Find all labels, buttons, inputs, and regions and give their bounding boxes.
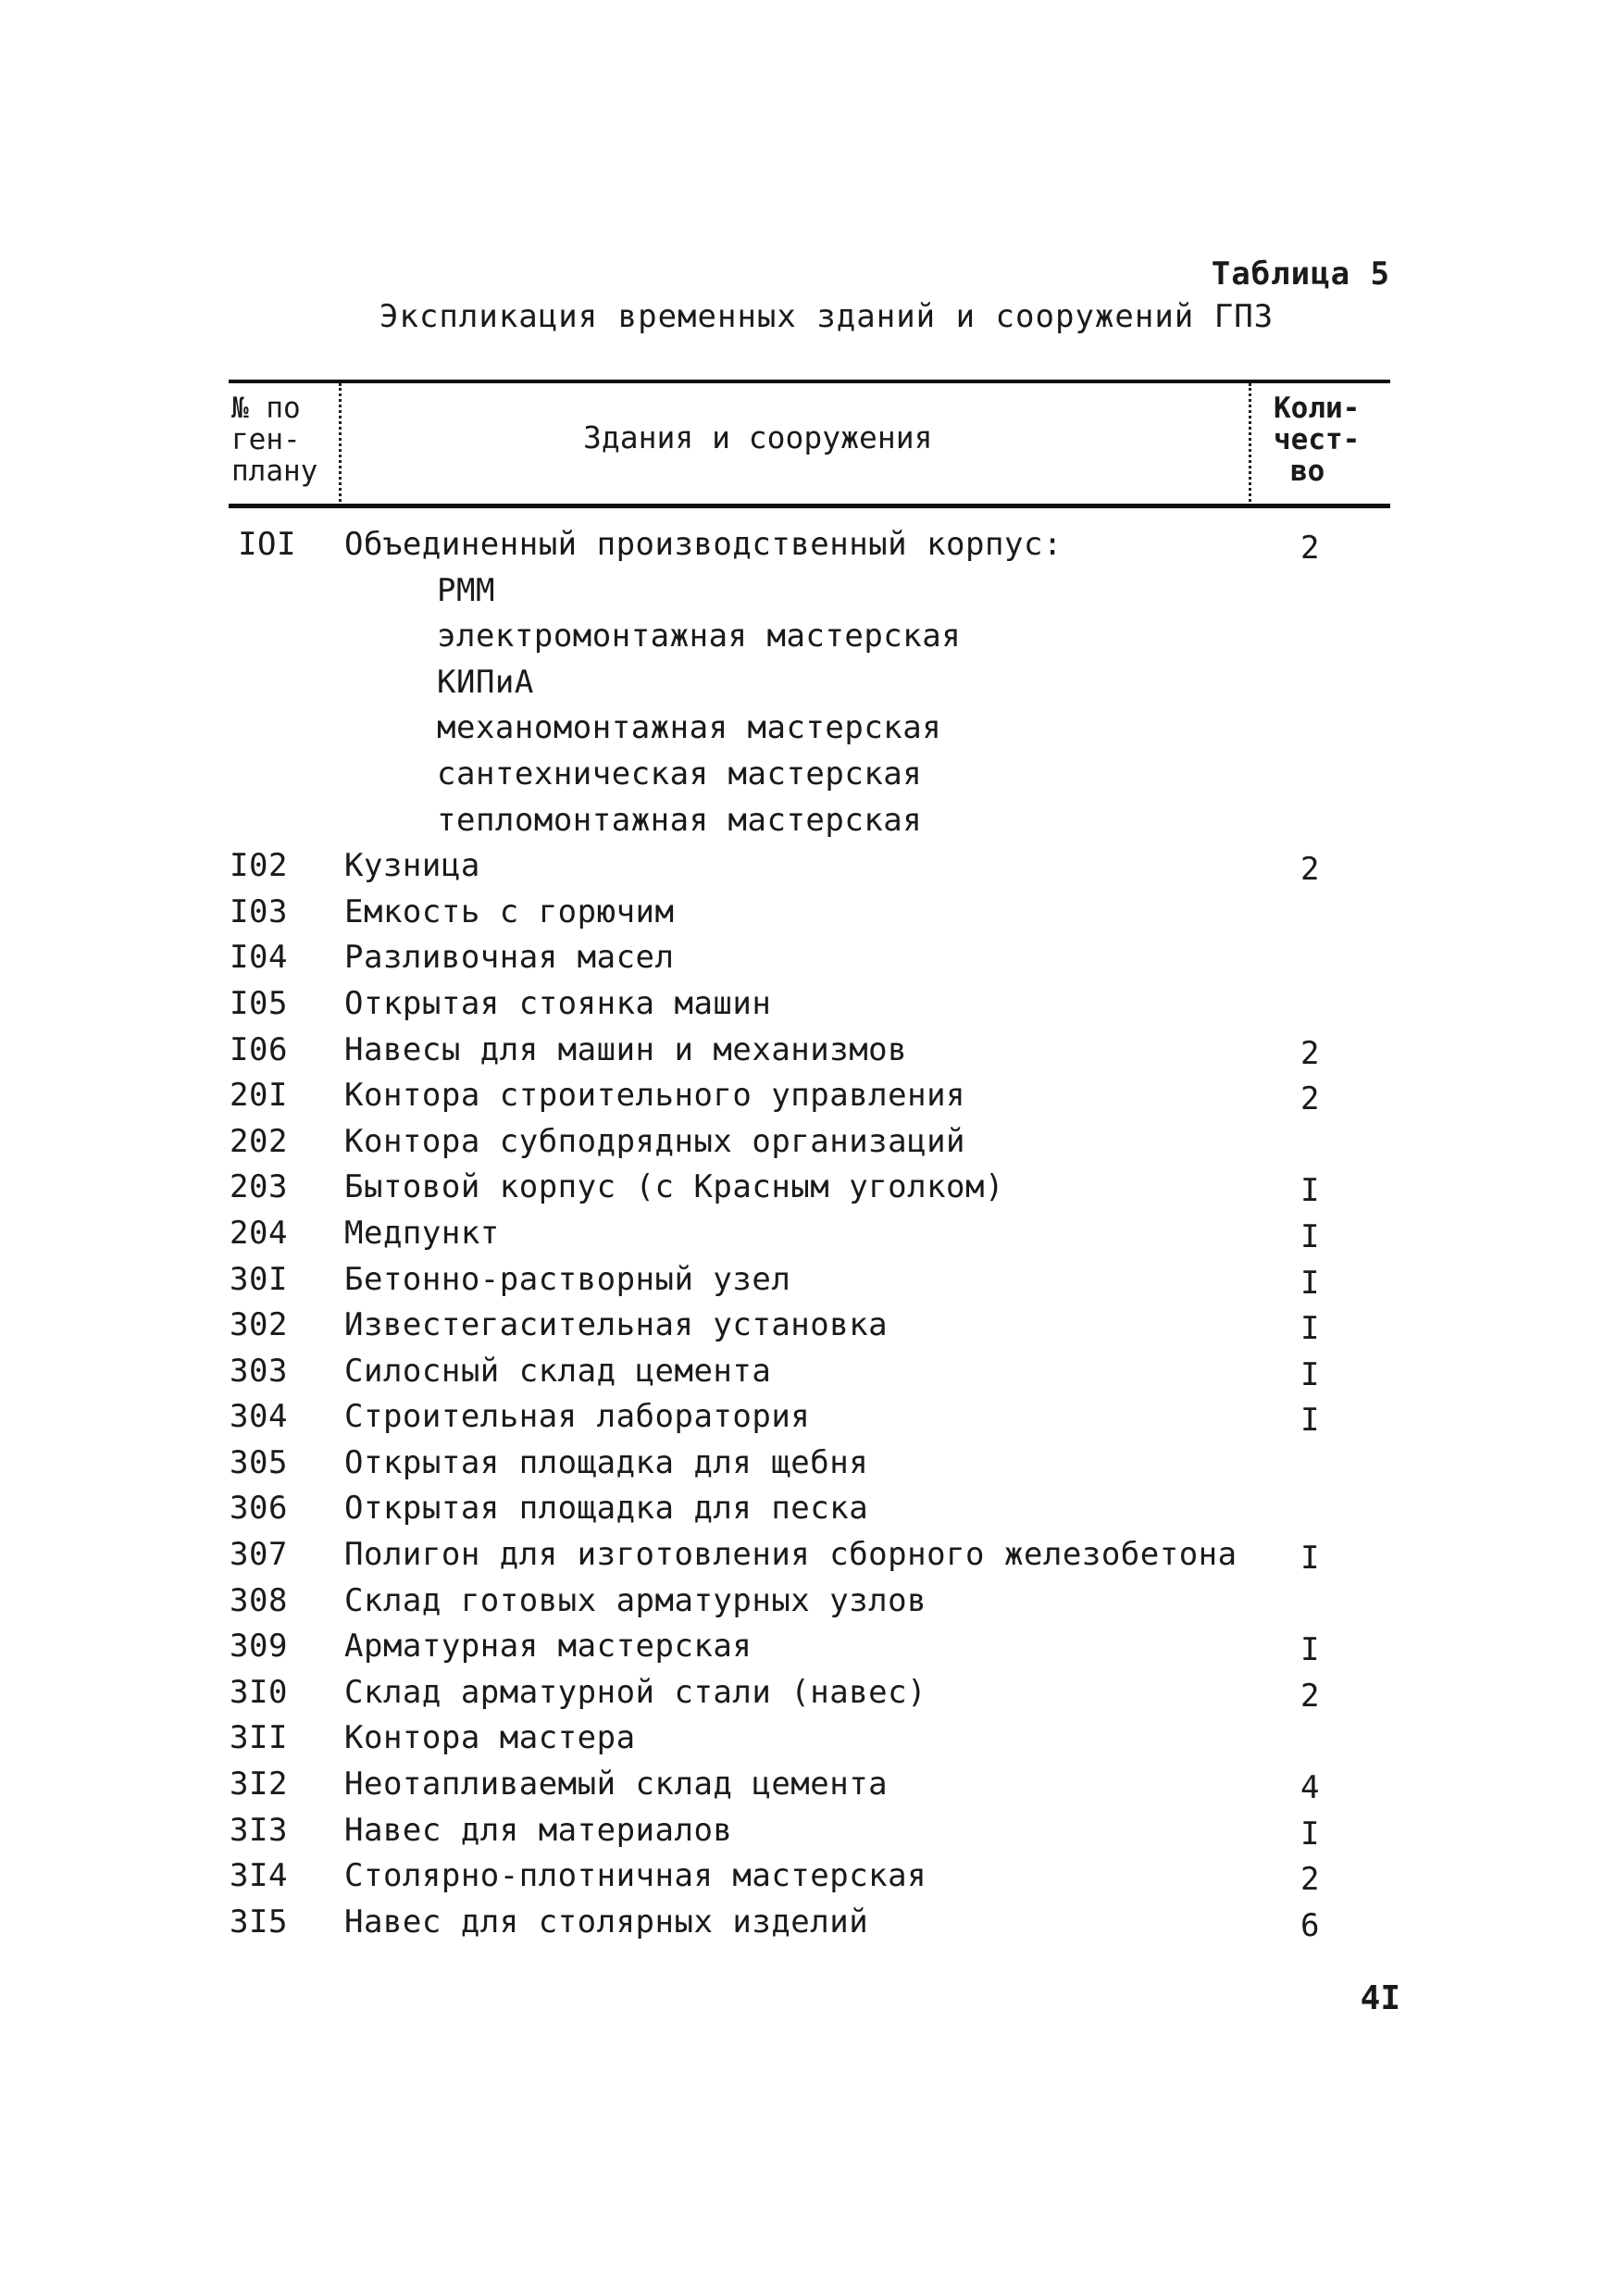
table-header-rule — [229, 504, 1390, 508]
row-building-name: Арматурная мастерская — [344, 1628, 753, 1666]
row-building-name: Объединенный производственный корпус: — [344, 526, 1063, 563]
table-row — [0, 1398, 1617, 1444]
row-plan-number: 307 — [230, 1536, 288, 1574]
row-plan-number: 204 — [230, 1214, 288, 1252]
table-row — [0, 1490, 1617, 1536]
header-line: во — [1290, 455, 1325, 488]
row-quantity: 2 — [1300, 1861, 1320, 1899]
row-plan-number: I03 — [230, 892, 288, 930]
row-plan-number: 308 — [230, 1581, 288, 1619]
row-building-name: Бытовой корпус (с Красным уголком) — [344, 1168, 1004, 1206]
row-building-name: Строительная лаборатория — [344, 1398, 811, 1436]
row-plan-number: 3I3 — [230, 1811, 288, 1849]
row-quantity: 2 — [1300, 530, 1320, 567]
table-row — [0, 1077, 1617, 1123]
row-plan-number: I05 — [230, 984, 288, 1022]
table-row — [0, 1628, 1617, 1674]
row-quantity: I — [1300, 1264, 1320, 1302]
header-line: № по — [231, 392, 301, 425]
page-number: 4I — [1360, 1979, 1400, 2017]
header-buildings: Здания и сооружения — [583, 419, 933, 455]
table-row — [0, 1306, 1617, 1353]
table-row — [0, 1353, 1617, 1399]
row-plan-number: 30I — [230, 1260, 288, 1298]
row-building-name: Емкость с горючим — [344, 892, 675, 930]
table-row — [0, 1123, 1617, 1169]
table-row — [0, 1719, 1617, 1766]
table-row — [0, 572, 1617, 618]
row-quantity: I — [1300, 1310, 1320, 1348]
row-building-name: Склад готовых арматурных узлов — [344, 1581, 927, 1619]
row-quantity: 2 — [1300, 1080, 1320, 1118]
table-row — [0, 1903, 1617, 1950]
table-top-rule — [229, 380, 1390, 383]
table-caption: Экспликация временных зданий и сооружений ГПЗ — [379, 298, 1275, 335]
row-building-name: Известегасительная установка — [344, 1306, 889, 1344]
row-plan-number: 306 — [230, 1490, 288, 1528]
row-plan-number: 302 — [230, 1306, 288, 1344]
table-row — [0, 847, 1617, 893]
header-line: Коли- — [1274, 392, 1361, 425]
row-plan-number: 309 — [230, 1628, 288, 1666]
row-building-name: Бетонно-растворный узел — [344, 1260, 791, 1298]
table-row — [0, 1766, 1617, 1812]
row-plan-number: 203 — [230, 1168, 288, 1206]
row-plan-number: 3II — [230, 1719, 288, 1757]
row-quantity: I — [1300, 1815, 1320, 1853]
header-line: ген- — [231, 423, 301, 456]
row-building-name: Столярно-плотничная мастерская — [344, 1857, 927, 1895]
row-plan-number: IOI — [238, 526, 296, 563]
row-building-name: РММ — [437, 571, 495, 609]
row-building-name: Кузница — [344, 847, 480, 885]
table-row — [0, 755, 1617, 802]
row-building-name: Контора строительного управления — [344, 1077, 966, 1115]
row-plan-number: 202 — [230, 1122, 288, 1160]
table-row — [0, 1812, 1617, 1858]
row-building-name: КИПиА — [437, 663, 534, 701]
row-quantity: 6 — [1300, 1906, 1320, 1944]
row-quantity: I — [1300, 1540, 1320, 1578]
row-building-name: Открытая площадка для песка — [344, 1490, 869, 1528]
row-quantity: I — [1300, 1402, 1320, 1440]
row-quantity: I — [1300, 1217, 1320, 1255]
row-building-name: сантехническая мастерская — [437, 755, 923, 792]
row-building-name: Силосный склад цемента — [344, 1352, 772, 1390]
row-quantity: I — [1300, 1631, 1320, 1669]
row-plan-number: 303 — [230, 1352, 288, 1390]
row-building-name: Склад арматурной стали (навес) — [344, 1673, 927, 1711]
table-row — [0, 1168, 1617, 1215]
table-row — [0, 1857, 1617, 1903]
row-plan-number: I04 — [230, 939, 288, 977]
header-divider — [339, 383, 342, 502]
row-plan-number: 20I — [230, 1077, 288, 1115]
header-line: плану — [231, 455, 318, 488]
row-building-name: механомонтажная мастерская — [437, 709, 942, 747]
row-building-name: Неотапливаемый склад цемента — [344, 1766, 889, 1803]
row-quantity: 2 — [1300, 1677, 1320, 1715]
row-plan-number: 304 — [230, 1398, 288, 1436]
row-building-name: тепломонтажная мастерская — [437, 801, 923, 839]
header-plan-number — [231, 393, 317, 487]
row-plan-number: 3I4 — [230, 1857, 288, 1895]
row-plan-number: 305 — [230, 1443, 288, 1481]
table-row — [0, 802, 1617, 848]
table-row — [0, 709, 1617, 755]
row-quantity: I — [1300, 1172, 1320, 1210]
table-row — [0, 985, 1617, 1031]
row-quantity: 2 — [1300, 1034, 1320, 1072]
row-building-name: Навес для столярных изделий — [344, 1903, 869, 1940]
row-plan-number: 3I5 — [230, 1903, 288, 1940]
table-body — [0, 526, 1617, 1949]
header-quantity — [1274, 393, 1360, 487]
row-plan-number: 3I2 — [230, 1766, 288, 1803]
table-row — [0, 1444, 1617, 1491]
table-row — [0, 893, 1617, 940]
row-building-name: Медпункт — [344, 1214, 500, 1252]
table-row — [0, 1215, 1617, 1261]
table-row — [0, 1261, 1617, 1307]
row-quantity: I — [1300, 1355, 1320, 1393]
row-building-name: Контора мастера — [344, 1719, 636, 1757]
row-building-name: Полигон для изготовления сборного железобетона — [344, 1536, 1238, 1574]
header-line: чест- — [1274, 423, 1361, 456]
row-quantity: 2 — [1300, 851, 1320, 889]
row-building-name: Открытая площадка для щебня — [344, 1443, 869, 1481]
header-divider — [1249, 383, 1251, 502]
row-plan-number: I02 — [230, 847, 288, 885]
table-row — [0, 1674, 1617, 1720]
row-building-name: Открытая стоянка машин — [344, 984, 772, 1022]
row-quantity: 4 — [1300, 1769, 1320, 1807]
row-building-name: Навесы для машин и механизмов — [344, 1030, 908, 1068]
table-row — [0, 618, 1617, 664]
table-row — [0, 1031, 1617, 1078]
table-row — [0, 1536, 1617, 1582]
row-plan-number: I06 — [230, 1030, 288, 1068]
row-building-name: Контора субподрядных организаций — [344, 1122, 966, 1160]
row-plan-number: 3I0 — [230, 1673, 288, 1711]
table-label: Таблица 5 — [1211, 256, 1390, 293]
row-building-name: Навес для материалов — [344, 1811, 733, 1849]
table-row — [0, 1582, 1617, 1628]
row-building-name: электромонтажная мастерская — [437, 618, 962, 655]
table-row — [0, 939, 1617, 985]
table-row — [0, 526, 1617, 572]
table-row — [0, 664, 1617, 710]
row-building-name: Разливочная масел — [344, 939, 675, 977]
